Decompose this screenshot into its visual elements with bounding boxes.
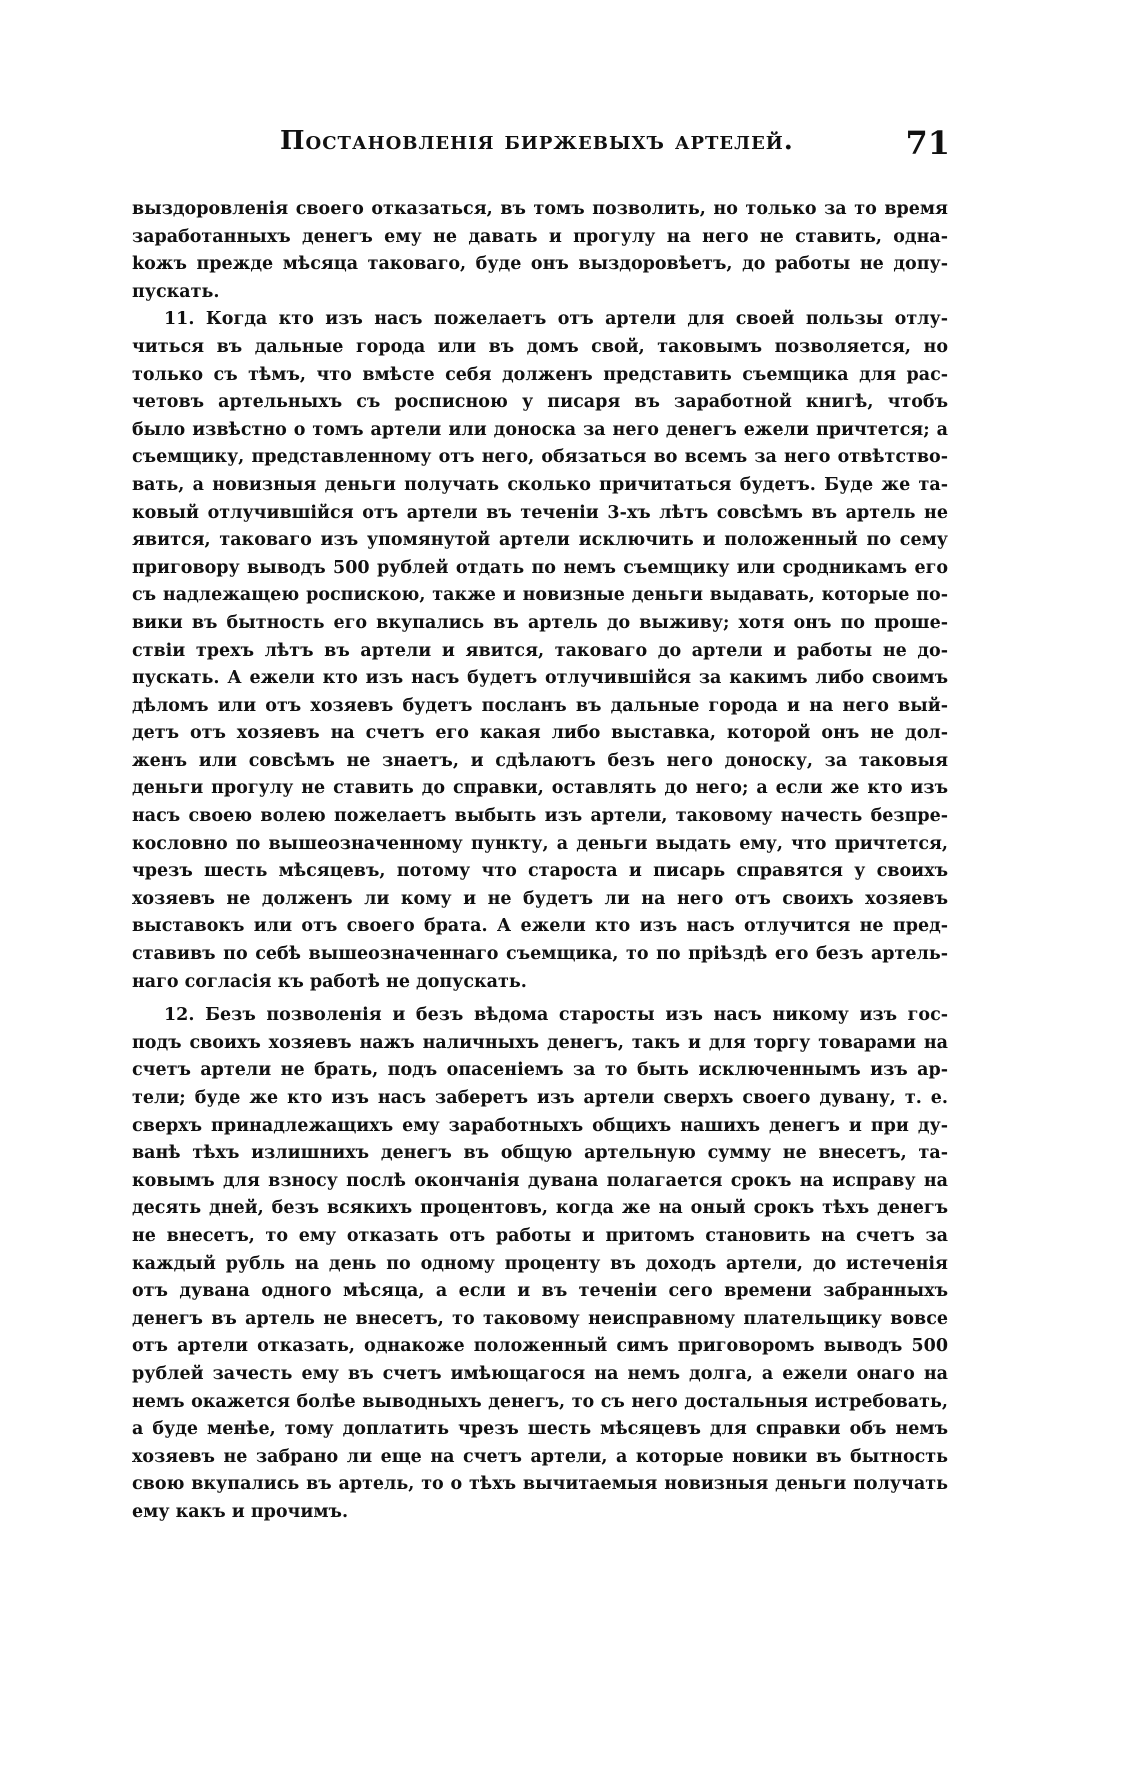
text-line: отъ артели отказать, однакоже положенный симъ приговоромъ выводъ 500 <box>132 1336 948 1357</box>
section-11-start: 11. Когда кто изъ насъ пожелаетъ отъ артели для своей пользы отлу- <box>164 309 948 330</box>
text-line: тели; буде же кто изъ насъ заберетъ изъ артели сверхъ своего дувану, т. е. <box>132 1088 948 1108</box>
text-line: а буде менѣе, тому доплатить чрезъ шесть мѣсяцевъ для справки объ немъ <box>132 1419 948 1440</box>
text-line: рублей зачесть ему въ счетъ имѣющагося на немъ долга, а ежели онаго на <box>132 1363 948 1384</box>
text-line: ствіи трехъ лѣтъ въ артели и явится, таковаго до артели и работы не до- <box>132 640 948 661</box>
text-line: подъ своихъ хозяевъ нажъ наличныхъ денегъ, такъ и для торгу товарами на <box>132 1032 948 1053</box>
text-line: съемщику, представленному отъ него, обязаться во всемъ за него отвѣтство- <box>132 447 948 468</box>
text-line: ставивъ по себѣ вышеозначеннаго съемщика, то по пріѣздѣ его безъ артель- <box>132 944 948 965</box>
text-line: хозяевъ не долженъ ли кому и не будетъ ли на него отъ своихъ хозяевъ <box>132 888 948 909</box>
text-line: ковымъ для взносу послѣ окончанія дувана полагается срокъ на исправу на <box>132 1170 948 1191</box>
text-line: наго согласія къ работѣ не допускать. <box>132 971 527 992</box>
text-line: явится, таковаго изъ упомянутой артели исключить и положенный по сему <box>132 530 948 551</box>
running-title: Постановленія биржевыхъ артелей. <box>280 126 794 156</box>
text-line: выздоровленія своего отказаться, въ томъ позволить, но только за то время <box>132 199 948 219</box>
text-line: только съ тѣмъ, что вмѣсте себя долженъ представить съемщика для рас- <box>132 364 948 385</box>
body-text <box>132 196 948 1527</box>
page-header <box>130 126 950 166</box>
text-line: четовъ артельныхъ съ росписною у писаря въ заработной книгѣ, чтобъ <box>132 392 948 413</box>
text-line: съ надлежащею роспискою, также и новизные деньги выдавать, которые по- <box>132 585 948 606</box>
page-number: 71 <box>905 124 950 162</box>
text-line: кословно по вышеозначенному пункту, а деньги выдать ему, что причтется, <box>132 833 948 854</box>
text-line: выставокъ или отъ своего брата. А ежели кто изъ насъ отлучится не пред- <box>132 916 948 937</box>
text-line: не внесетъ, то ему отказать отъ работы и притомъ становить на счетъ за <box>132 1225 948 1246</box>
text-line: читься въ дальные города или въ домъ свой, таковымъ позволяется, но <box>132 336 948 357</box>
text-line: дѣломъ или отъ хозяевъ будетъ посланъ въ дальные города и на него вый- <box>132 695 948 716</box>
text-line: ковый отлучившійся отъ артели въ теченіи 3-хъ лѣтъ совсѣмъ въ артель не <box>132 502 948 523</box>
text-line: денегъ въ артель не внесетъ, то таковому неисправному плательщику вовсе <box>132 1308 948 1329</box>
text-line: заработанныхъ денегъ ему не давать и прогулу на него не ставить, одна- <box>132 226 948 247</box>
text-line: насъ своею волею пожелаетъ выбыть изъ артели, таковому начесть безпре- <box>132 806 948 827</box>
text-line: свою вкупались въ артель, то о тѣхъ вычитаемыя новизныя деньги получать <box>132 1474 948 1495</box>
text-line: каждый рубль на день по одному проценту въ доходъ артели, до истеченія <box>132 1253 948 1274</box>
text-line: приговору выводъ 500 рублей отдать по немъ съемщику или сродникамъ его <box>132 557 948 578</box>
text-line: было извѣстно о томъ артели или доноска за него денегъ ежели причтется; а <box>132 419 948 440</box>
text-line: ванѣ тѣхъ излишнихъ денегъ въ общую артельную сумму не внесетъ, та- <box>132 1143 948 1164</box>
section-12-start: 12. Безъ позволенія и безъ вѣдома старосты изъ насъ никому изъ гос- <box>164 1005 948 1026</box>
text-line: пускать. <box>132 281 220 302</box>
text-line: вики въ бытность его вкупались въ артель до выживу; хотя онъ по проше- <box>132 612 948 633</box>
text-line: детъ отъ хозяевъ на счетъ его какая либо выставка, которой онъ не дол- <box>132 723 948 744</box>
text-line: kожъ прежде мѣсяца таковаго, буде онъ выздоровѣетъ, до работы не допу- <box>132 254 948 275</box>
text-line: счетъ артели не брать, подъ опасеніемъ за то быть исключеннымъ изъ ар- <box>132 1060 948 1081</box>
text-line: чрезъ шесть мѣсяцевъ, потому что староста и писарь справятся у своихъ <box>132 861 948 882</box>
text-line: ему какъ и прочимъ. <box>132 1501 349 1522</box>
text-line: пускать. А ежели кто изъ насъ будетъ отлучившійся за какимъ либо своимъ <box>132 668 948 689</box>
text-line: сверхъ принадлежащихъ ему заработныхъ общихъ нашихъ денегъ и при ду- <box>132 1115 948 1136</box>
text-line: вать, а новизныя деньги получать сколько причитаться будетъ. Буде же та- <box>132 474 948 495</box>
text-line: женъ или совсѣмъ не знаетъ, и сдѣлаютъ безъ него доноску, за таковыя <box>132 750 948 771</box>
text-line: десять дней, безъ всякихъ процентовъ, когда же на оный срокъ тѣхъ денегъ <box>132 1198 948 1219</box>
text-line: деньги прогулу не ставить до справки, оставлять до него; а если же кто изъ <box>132 778 948 799</box>
text-line: хозяевъ не забрано ли еще на счетъ артели, а которые новики въ бытность <box>132 1446 948 1467</box>
text-line: немъ окажется болѣе выводныхъ денегъ, то съ него достальныя истребовать, <box>132 1391 948 1412</box>
text-line: отъ дувана одного мѣсяца, а если и въ теченіи сего времени забранныхъ <box>132 1281 948 1302</box>
